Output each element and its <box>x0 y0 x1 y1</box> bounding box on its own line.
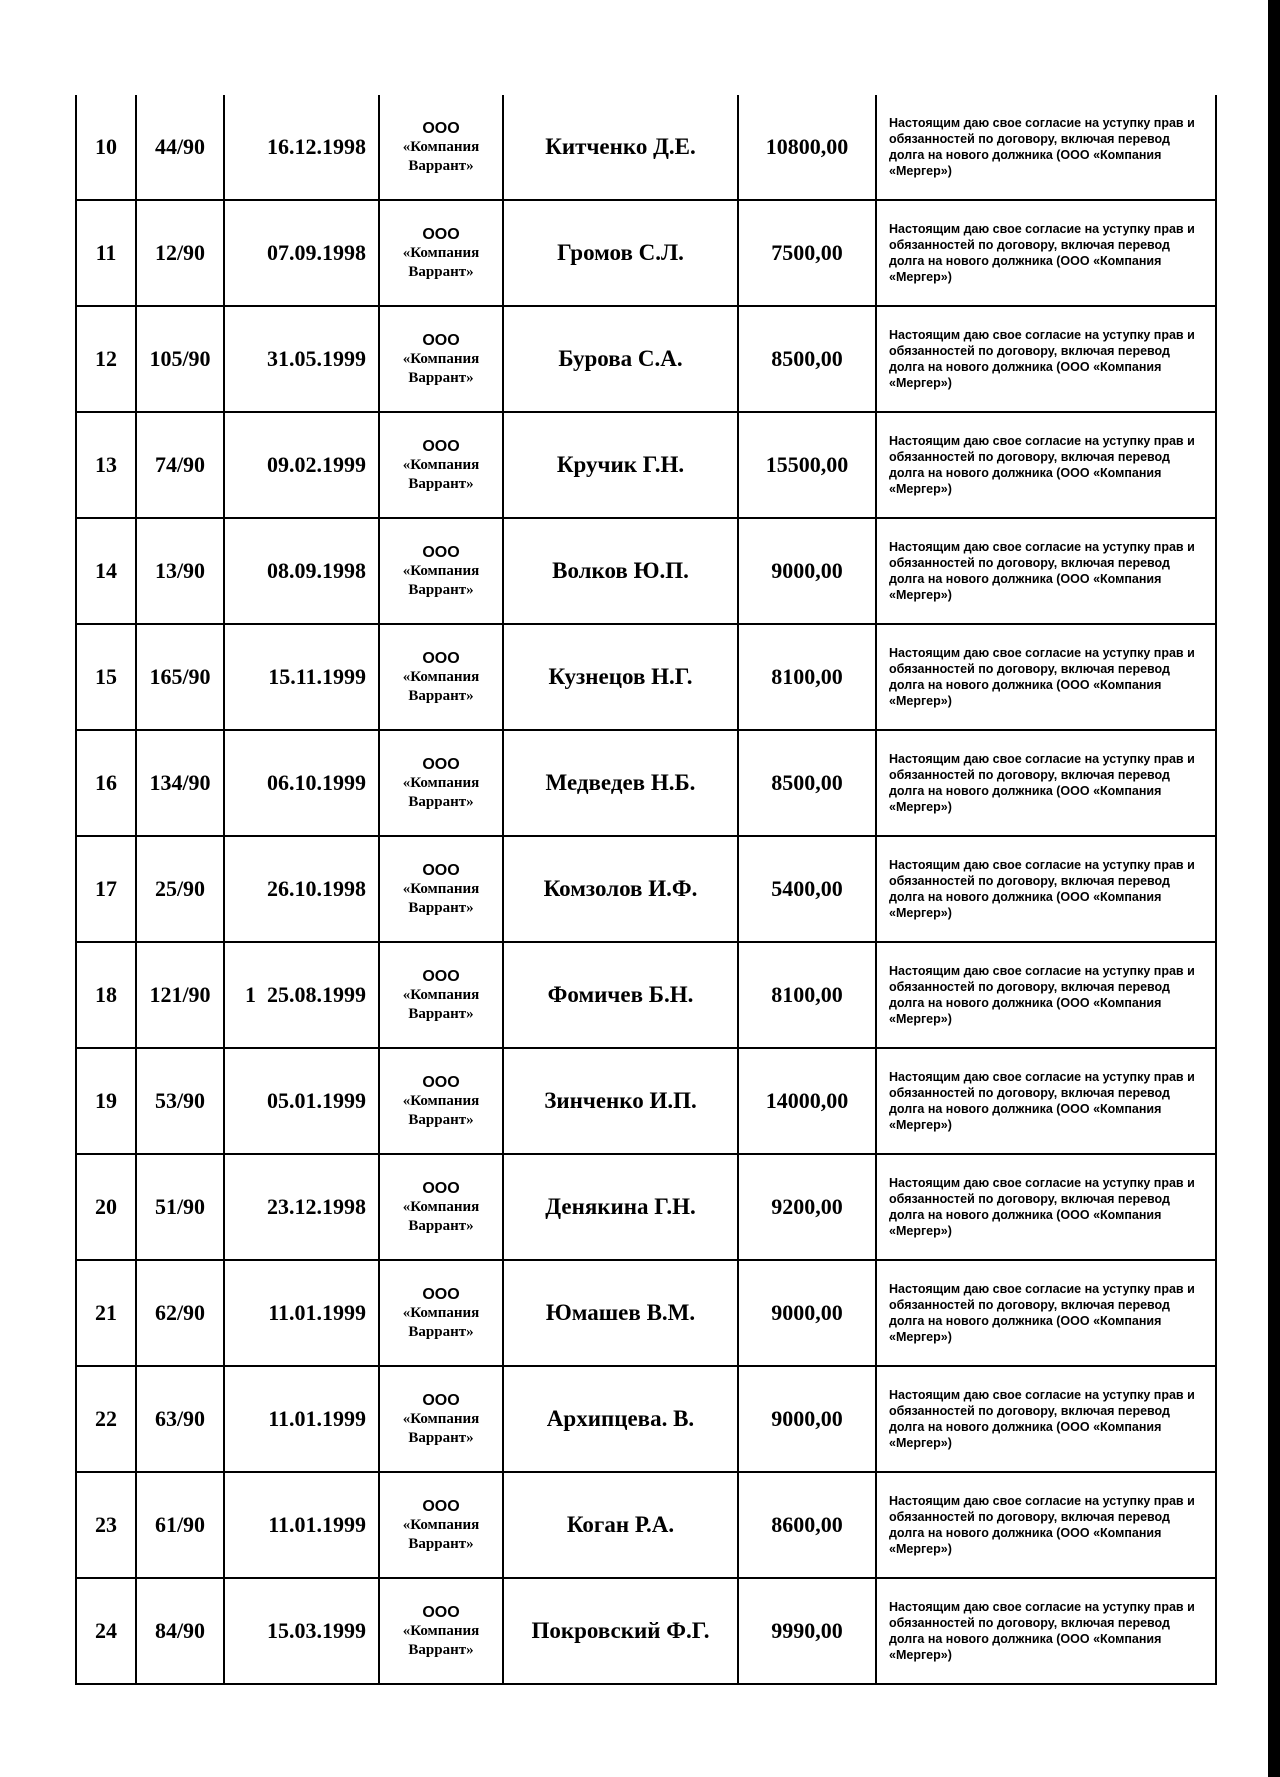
creditor-line-2: «Компания <box>402 138 480 155</box>
debtor-name: Коган Р.А. <box>503 1472 738 1578</box>
contract-number: 44/90 <box>136 95 224 200</box>
debtor-name: Кручик Г.Н. <box>503 412 738 518</box>
creditor-cell <box>379 1366 503 1472</box>
row-number: 22 <box>76 1366 136 1472</box>
debt-amount: 9990,00 <box>738 1578 876 1684</box>
consent-statement: Настоящим даю свое согласие на уступку прав и обязанностей по договору, включая перевод долга на нового должника (ООО «Компания «Мергер») <box>876 1048 1216 1154</box>
creditor-line-1: ООО <box>422 119 460 137</box>
contract-number: 51/90 <box>136 1154 224 1260</box>
debtor-name: Волков Ю.П. <box>503 518 738 624</box>
creditor-line-2: «Компания <box>402 1410 480 1427</box>
creditor-line-2: «Компания <box>402 1304 480 1321</box>
contract-number: 134/90 <box>136 730 224 836</box>
consent-statement: Настоящим даю свое согласие на уступку прав и обязанностей по договору, включая перевод долга на нового должника (ООО «Компания «Мергер») <box>876 1366 1216 1472</box>
creditor-line-1: ООО <box>422 1603 460 1621</box>
table-row <box>76 1048 1216 1154</box>
creditor-line-2: «Компания <box>402 1092 480 1109</box>
contract-number: 53/90 <box>136 1048 224 1154</box>
creditor-line-1: ООО <box>422 331 460 349</box>
contract-number: 74/90 <box>136 412 224 518</box>
creditor-cell <box>379 95 503 200</box>
contract-date: 15.03.1999 <box>224 1578 379 1684</box>
creditor-cell <box>379 1260 503 1366</box>
debtor-name: Денякина Г.Н. <box>503 1154 738 1260</box>
table-row <box>76 412 1216 518</box>
contracts-table <box>75 95 1217 1685</box>
debtor-name: Фомичев Б.Н. <box>503 942 738 1048</box>
creditor-line-1: ООО <box>422 1179 460 1197</box>
creditor-line-2: «Компания <box>402 244 480 261</box>
contract-number: 12/90 <box>136 200 224 306</box>
consent-statement: Настоящим даю свое согласие на уступку прав и обязанностей по договору, включая перевод долга на нового должника (ООО «Компания «Мергер») <box>876 1154 1216 1260</box>
row-number: 12 <box>76 306 136 412</box>
row-number: 13 <box>76 412 136 518</box>
debt-amount: 9200,00 <box>738 1154 876 1260</box>
consent-statement: Настоящим даю свое согласие на уступку прав и обязанностей по договору, включая перевод долга на нового должника (ООО «Компания «Мергер») <box>876 624 1216 730</box>
contracts-table-body <box>76 95 1216 1684</box>
creditor-cell <box>379 1578 503 1684</box>
debt-amount: 8500,00 <box>738 306 876 412</box>
row-number: 15 <box>76 624 136 730</box>
creditor-line-2: «Компания <box>402 774 480 791</box>
contract-number: 84/90 <box>136 1578 224 1684</box>
creditor-cell <box>379 942 503 1048</box>
creditor-cell <box>379 836 503 942</box>
row-number: 24 <box>76 1578 136 1684</box>
contract-date: 07.09.1998 <box>224 200 379 306</box>
contract-date: 11.01.1999 <box>224 1260 379 1366</box>
debt-amount: 7500,00 <box>738 200 876 306</box>
contract-date: 06.10.1999 <box>224 730 379 836</box>
debtor-name: Архипцева. В. <box>503 1366 738 1472</box>
debt-amount: 14000,00 <box>738 1048 876 1154</box>
debtor-name: Зинченко И.П. <box>503 1048 738 1154</box>
table-row <box>76 95 1216 200</box>
contract-number: 105/90 <box>136 306 224 412</box>
contract-date: 11.01.1999 <box>224 1366 379 1472</box>
creditor-cell <box>379 1472 503 1578</box>
creditor-line-1: ООО <box>422 543 460 561</box>
creditor-line-3: Варрант» <box>408 1217 474 1234</box>
contract-date: 09.02.1999 <box>224 412 379 518</box>
debt-amount: 8100,00 <box>738 624 876 730</box>
creditor-line-2: «Компания <box>402 1516 480 1533</box>
contract-number: 61/90 <box>136 1472 224 1578</box>
consent-statement: Настоящим даю свое согласие на уступку прав и обязанностей по договору, включая перевод долга на нового должника (ООО «Компания «Мергер») <box>876 1578 1216 1684</box>
creditor-line-2: «Компания <box>402 562 480 579</box>
creditor-line-3: Варрант» <box>408 157 474 174</box>
contract-date: 15.11.1999 <box>224 624 379 730</box>
creditor-line-1: ООО <box>422 649 460 667</box>
creditor-cell <box>379 624 503 730</box>
consent-statement: Настоящим даю свое согласие на уступку прав и обязанностей по договору, включая перевод долга на нового должника (ООО «Компания «Мергер») <box>876 412 1216 518</box>
table-row <box>76 518 1216 624</box>
table-row <box>76 200 1216 306</box>
creditor-line-1: ООО <box>422 861 460 879</box>
creditor-line-1: ООО <box>422 1285 460 1303</box>
creditor-line-1: ООО <box>422 225 460 243</box>
contract-number: 62/90 <box>136 1260 224 1366</box>
contract-date: 26.10.1998 <box>224 836 379 942</box>
creditor-line-3: Варрант» <box>408 1535 474 1552</box>
creditor-line-2: «Компания <box>402 456 480 473</box>
consent-statement: Настоящим даю свое согласие на уступку прав и обязанностей по договору, включая перевод долга на нового должника (ООО «Компания «Мергер») <box>876 306 1216 412</box>
contract-number: 121/90 <box>136 942 224 1048</box>
creditor-line-1: ООО <box>422 1391 460 1409</box>
creditor-cell <box>379 306 503 412</box>
row-number: 16 <box>76 730 136 836</box>
creditor-cell <box>379 730 503 836</box>
consent-statement: Настоящим даю свое согласие на уступку прав и обязанностей по договору, включая перевод долга на нового должника (ООО «Компания «Мергер») <box>876 95 1216 200</box>
debtor-name: Медведев Н.Б. <box>503 730 738 836</box>
row-number: 18 <box>76 942 136 1048</box>
contract-date: 08.09.1998 <box>224 518 379 624</box>
row-number: 14 <box>76 518 136 624</box>
debtor-name: Комзолов И.Ф. <box>503 836 738 942</box>
consent-statement: Настоящим даю свое согласие на уступку прав и обязанностей по договору, включая перевод долга на нового должника (ООО «Компания «Мергер») <box>876 942 1216 1048</box>
creditor-cell <box>379 1048 503 1154</box>
debt-amount: 5400,00 <box>738 836 876 942</box>
creditor-line-3: Варрант» <box>408 1323 474 1340</box>
debt-amount: 10800,00 <box>738 95 876 200</box>
creditor-line-1: ООО <box>422 1073 460 1091</box>
creditor-line-1: ООО <box>422 755 460 773</box>
creditor-line-3: Варрант» <box>408 1429 474 1446</box>
debt-amount: 8100,00 <box>738 942 876 1048</box>
consent-statement: Настоящим даю свое согласие на уступку прав и обязанностей по договору, включая перевод долга на нового должника (ООО «Компания «Мергер») <box>876 518 1216 624</box>
creditor-line-1: ООО <box>422 437 460 455</box>
creditor-line-3: Варрант» <box>408 687 474 704</box>
contract-date: 11.01.1999 <box>224 1472 379 1578</box>
contract-date: 23.12.1998 <box>224 1154 379 1260</box>
table-row <box>76 942 1216 1048</box>
row-number: 23 <box>76 1472 136 1578</box>
debtor-name: Китченко Д.Е. <box>503 95 738 200</box>
row-number: 10 <box>76 95 136 200</box>
row-number: 19 <box>76 1048 136 1154</box>
table-row <box>76 730 1216 836</box>
consent-statement: Настоящим даю свое согласие на уступку прав и обязанностей по договору, включая перевод долга на нового должника (ООО «Компания «Мергер») <box>876 1472 1216 1578</box>
debtor-name: Покровский Ф.Г. <box>503 1578 738 1684</box>
consent-statement: Настоящим даю свое согласие на уступку прав и обязанностей по договору, включая перевод долга на нового должника (ООО «Компания «Мергер») <box>876 730 1216 836</box>
creditor-line-3: Варрант» <box>408 1005 474 1022</box>
creditor-line-2: «Компания <box>402 880 480 897</box>
creditor-line-2: «Компания <box>402 986 480 1003</box>
creditor-cell <box>379 518 503 624</box>
creditor-line-3: Варрант» <box>408 581 474 598</box>
debtor-name: Кузнецов Н.Г. <box>503 624 738 730</box>
debt-amount: 15500,00 <box>738 412 876 518</box>
creditor-cell <box>379 200 503 306</box>
creditor-line-2: «Компания <box>402 1198 480 1215</box>
contract-number: 13/90 <box>136 518 224 624</box>
creditor-line-2: «Компания <box>402 350 480 367</box>
table-row <box>76 1154 1216 1260</box>
creditor-line-2: «Компания <box>402 1622 480 1639</box>
creditor-line-3: Варрант» <box>408 369 474 386</box>
debt-amount: 8500,00 <box>738 730 876 836</box>
creditor-cell <box>379 1154 503 1260</box>
creditor-line-3: Варрант» <box>408 1111 474 1128</box>
contract-date: 05.01.1999 <box>224 1048 379 1154</box>
table-row <box>76 1578 1216 1684</box>
table-row <box>76 1472 1216 1578</box>
creditor-line-3: Варрант» <box>408 899 474 916</box>
row-number: 21 <box>76 1260 136 1366</box>
contract-date: 31.05.1999 <box>224 306 379 412</box>
debt-amount: 9000,00 <box>738 1366 876 1472</box>
creditor-line-1: ООО <box>422 967 460 985</box>
row-number: 20 <box>76 1154 136 1260</box>
debt-amount: 9000,00 <box>738 1260 876 1366</box>
consent-statement: Настоящим даю свое согласие на уступку прав и обязанностей по договору, включая перевод долга на нового должника (ООО «Компания «Мергер») <box>876 836 1216 942</box>
contract-number: 165/90 <box>136 624 224 730</box>
table-row <box>76 1366 1216 1472</box>
debt-amount: 8600,00 <box>738 1472 876 1578</box>
table-row <box>76 836 1216 942</box>
debt-amount: 9000,00 <box>738 518 876 624</box>
consent-statement: Настоящим даю свое согласие на уступку прав и обязанностей по договору, включая перевод долга на нового должника (ООО «Компания «Мергер») <box>876 1260 1216 1366</box>
creditor-line-3: Варрант» <box>408 1641 474 1658</box>
table-row <box>76 624 1216 730</box>
table-row <box>76 1260 1216 1366</box>
creditor-line-1: ООО <box>422 1497 460 1515</box>
contract-number: 25/90 <box>136 836 224 942</box>
row-number: 11 <box>76 200 136 306</box>
consent-statement: Настоящим даю свое согласие на уступку прав и обязанностей по договору, включая перевод долга на нового должника (ООО «Компания «Мергер») <box>876 200 1216 306</box>
debtor-name: Громов С.Л. <box>503 200 738 306</box>
creditor-line-3: Варрант» <box>408 793 474 810</box>
contract-date: 1 25.08.1999 <box>224 942 379 1048</box>
contract-date: 16.12.1998 <box>224 95 379 200</box>
row-number: 17 <box>76 836 136 942</box>
scan-edge-bar <box>1268 0 1280 1777</box>
contract-number: 63/90 <box>136 1366 224 1472</box>
creditor-line-3: Варрант» <box>408 263 474 280</box>
debtor-name: Юмашев В.М. <box>503 1260 738 1366</box>
creditor-line-3: Варрант» <box>408 475 474 492</box>
creditor-line-2: «Компания <box>402 668 480 685</box>
table-row <box>76 306 1216 412</box>
creditor-cell <box>379 412 503 518</box>
debtor-name: Бурова С.А. <box>503 306 738 412</box>
